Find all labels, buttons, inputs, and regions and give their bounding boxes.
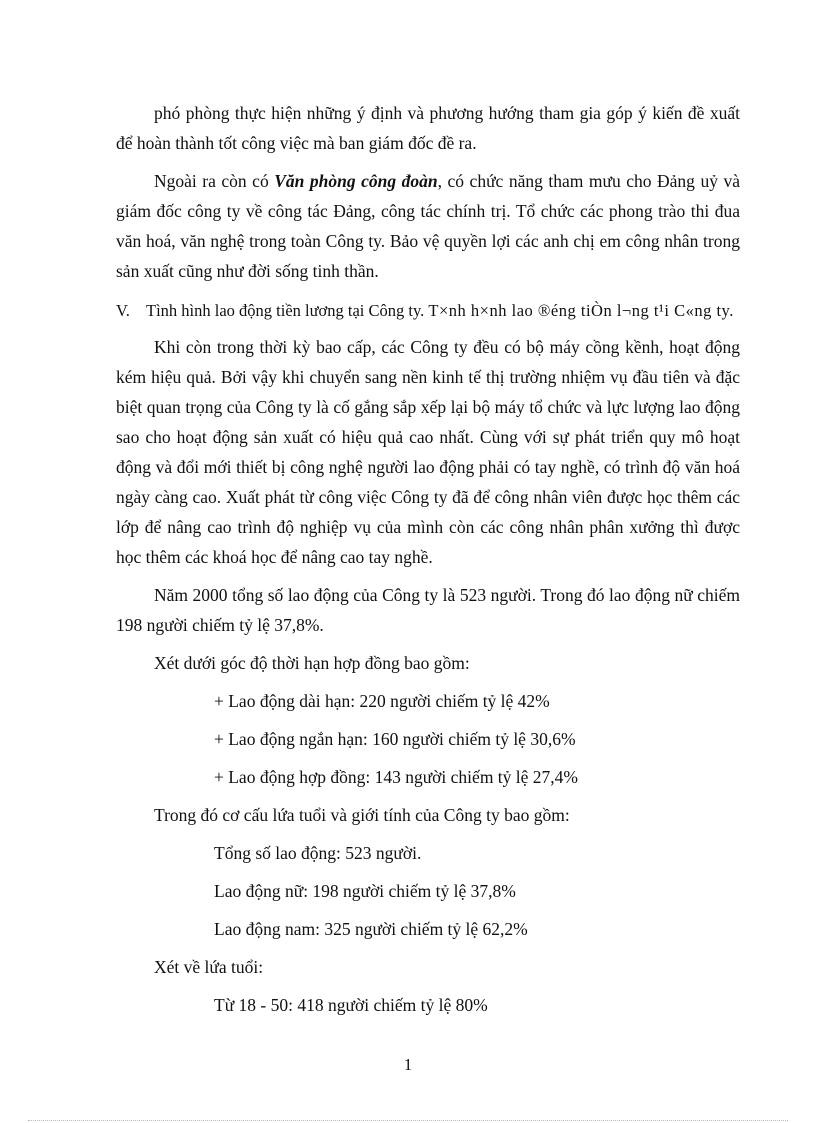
section-number: V. xyxy=(116,301,130,320)
section-title-garbled: T×nh h×nh lao ®éng tiÒn l¬ng t¹i C«ng ty. xyxy=(428,301,734,320)
structure-item-female: Lao động nữ: 198 người chiếm tỷ lệ 37,8% xyxy=(214,881,516,901)
union-text-before: Ngoài ra còn có xyxy=(154,171,275,191)
body-text xyxy=(116,98,740,1020)
structure-intro: Trong đó cơ cấu lứa tuổi và giới tính của Công ty bao gồm: xyxy=(154,805,570,825)
paragraph-2000-summary: Năm 2000 tổng số lao động của Công ty là 523 người. Trong đó lao động nữ chiếm 198 người chiếm tỷ lệ 37,8%. xyxy=(116,585,740,635)
structure-item-male: Lao động nam: 325 người chiếm tỷ lệ 62,2% xyxy=(214,919,528,939)
age-intro: Xét về lứa tuổi: xyxy=(154,957,264,977)
paragraph-history: Khi còn trong thời kỳ bao cấp, các Công ty đều có bộ máy cồng kềnh, hoạt động kém hiệu quả. Bởi vậy khi chuyển sang nền kinh tế thị trường nhiệm vụ đầu tiên và đặc biệt quan trọng của Công ty là cố gắng sắp xếp lại bộ máy tổ chức và lực lượng lao động sao cho hoạt động sản xuất có hiệu quả cao nhất. Cùng với sự phát triển quy mô hoạt động và đổi mới thiết bị công nghệ người lao động phải có tay nghề, có trình độ văn hoá ngày càng cao. Xuất phát từ công việc Công ty đã để công nhân viên được học thêm các lớp để nâng cao trình độ nghiệp vụ của mình còn các công nhân phân xưởng thì được học thêm các khoá học để nâng cao tay nghề. xyxy=(116,337,740,567)
page-number: 1 xyxy=(403,1055,413,1074)
contract-intro: Xét dưới góc độ thời hạn hợp đồng bao gồm: xyxy=(154,653,470,673)
contract-item-long-term: + Lao động dài hạn: 220 người chiếm tỷ lệ 42% xyxy=(214,691,550,711)
structure-item-total: Tổng số lao động: 523 người. xyxy=(214,843,422,863)
union-office-emphasis: Văn phòng công đoàn xyxy=(274,171,438,191)
union-text-after: , có chức năng tham mưu cho Đảng uỷ và giám đốc công ty về công tác Đảng, công tác chính trị. Tổ chức các phong trào thi đua văn hoá, văn nghệ trong toàn Công ty. Bảo vệ quyền lợi các anh chị em công nhân trong sản xuất cũng như đời sống tinh thần. xyxy=(116,171,740,281)
paragraph-intro-continuation: phó phòng thực hiện những ý định và phương hướng tham gia góp ý kiến đề xuất để hoàn thành tốt công việc mà ban giám đốc đề ra. xyxy=(116,103,740,153)
age-item-18-50: Từ 18 - 50: 418 người chiếm tỷ lệ 80% xyxy=(214,995,488,1015)
paragraph-union-office xyxy=(116,166,740,286)
contract-item-contract: + Lao động hợp đồng: 143 người chiếm tỷ lệ 27,4% xyxy=(214,767,578,787)
contract-item-short-term: + Lao động ngắn hạn: 160 người chiếm tỷ lệ 30,6% xyxy=(214,729,576,749)
section-heading xyxy=(116,296,740,326)
footer-divider xyxy=(28,1120,788,1121)
section-title: Tình hình lao động tiền lương tại Công ty. xyxy=(146,301,425,320)
